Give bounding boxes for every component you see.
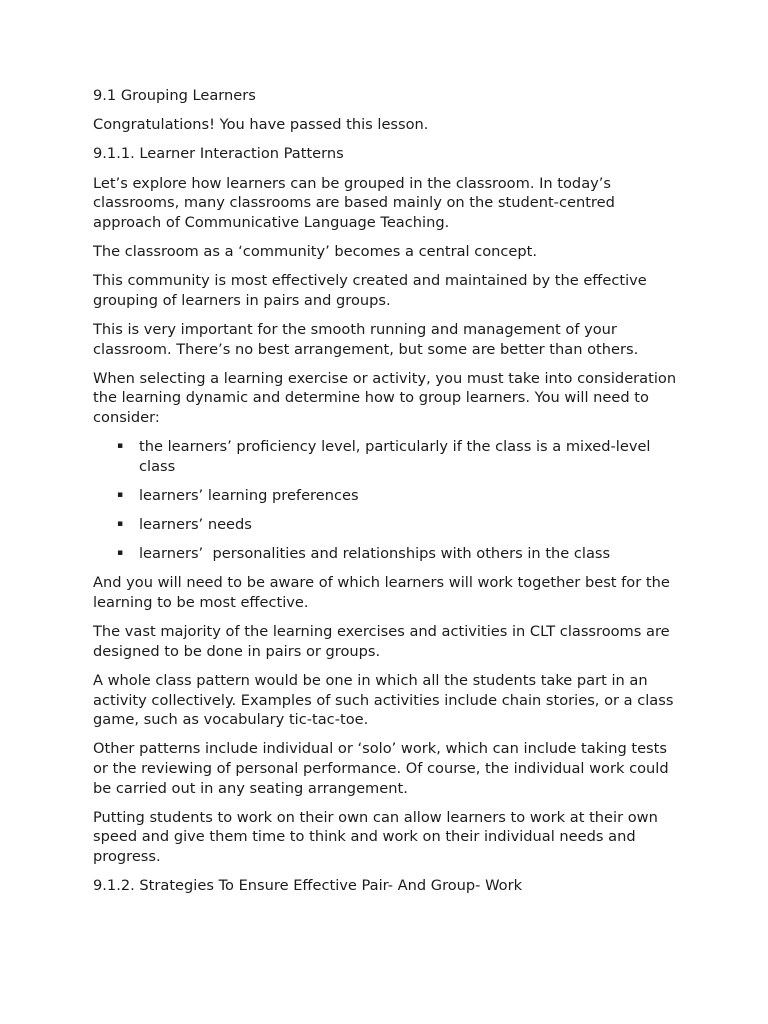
lesson-status-message: Congratulations! You have passed this lesson. xyxy=(93,116,429,134)
paragraph: And you will need to be aware of which learners will work together best for the learning to be most effective. xyxy=(93,574,670,611)
consideration-list xyxy=(93,437,683,564)
list-item-text: learners’ learning preferences xyxy=(139,486,359,504)
list-item-text: learners’ personalities and relationships with others in the class xyxy=(139,545,611,563)
paragraph: A whole class pattern would be one in which all the students take part in an activity collectively. Examples of such activities include chain stories, or a class game, such as vocabulary tic-tac-toe. xyxy=(93,671,674,729)
list-item-text: learners’ needs xyxy=(139,516,252,534)
subsection-heading-interaction-patterns: 9.1.1. Learner Interaction Patterns xyxy=(93,145,344,163)
subsection-heading-strategies: 9.1.2. Strategies To Ensure Effective Pair- And Group- Work xyxy=(93,877,523,895)
list-item xyxy=(93,515,683,535)
square-bullet-icon: ▪ xyxy=(117,441,124,452)
section-heading: 9.1 Grouping Learners xyxy=(93,87,256,104)
square-bullet-icon: ▪ xyxy=(117,489,124,500)
square-bullet-icon: ▪ xyxy=(117,519,124,530)
list-item xyxy=(93,437,683,476)
paragraph: The classroom as a ‘community’ becomes a central concept. xyxy=(93,242,538,260)
list-item-text: the learners’ proficiency level, particularly if the class is a mixed-level class xyxy=(139,438,651,475)
paragraph: Let’s explore how learners can be grouped in the classroom. In today’s classrooms, many classrooms are based mainly on the student-centred approach of Communicative Language Teaching. xyxy=(93,174,615,231)
list-item xyxy=(93,486,683,506)
document-page xyxy=(93,86,683,905)
paragraph: This is very important for the smooth running and management of your classroom. There’s no best arrangement, but some are better than others. xyxy=(93,320,639,358)
paragraph: The vast majority of the learning exercises and activities in CLT classrooms are designed to be done in pairs or groups. xyxy=(93,623,670,660)
paragraph: Putting students to work on their own can allow learners to work at their own speed and give them time to think and work on their individual needs and progress. xyxy=(93,808,658,865)
paragraph: When selecting a learning exercise or activity, you must take into consideration the learning dynamic and determine how to group learners. You will need to consider: xyxy=(93,369,677,426)
paragraph: This community is most effectively created and maintained by the effective grouping of learners in pairs and groups. xyxy=(93,272,647,309)
list-item xyxy=(93,544,683,564)
square-bullet-icon: ▪ xyxy=(117,548,124,559)
paragraph: Other patterns include individual or ‘solo’ work, which can include taking tests or the reviewing of personal performance. Of course, the individual work could be carried out in any seating arrangement. xyxy=(93,740,669,797)
